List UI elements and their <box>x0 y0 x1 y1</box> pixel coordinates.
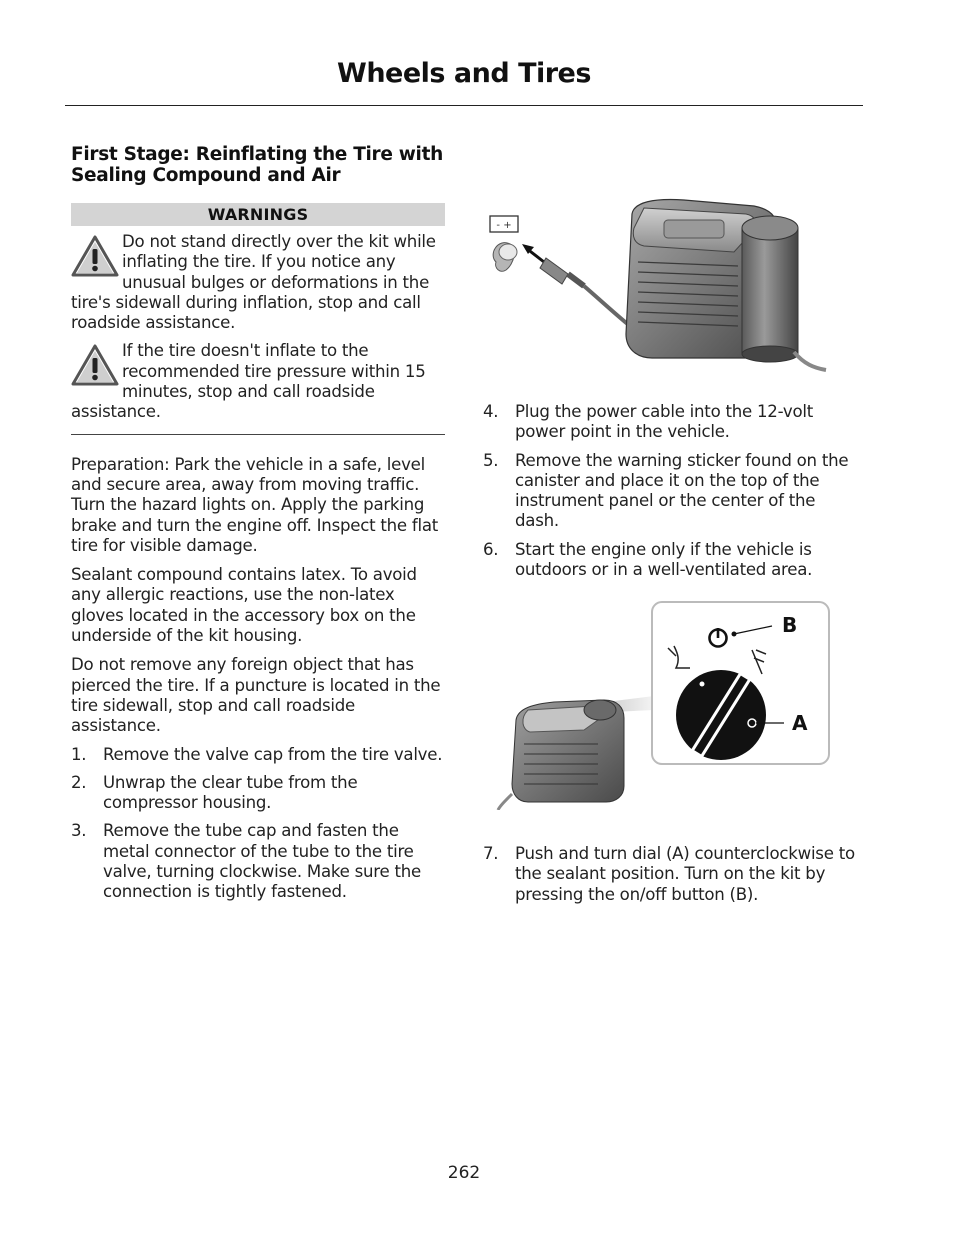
list-item <box>71 773 445 814</box>
step-text: Start the engine only if the vehicle is outdoors or in a well-ventilated area. <box>515 539 813 580</box>
step-number: 4. <box>483 402 499 421</box>
step-text: Push and turn dial (A) counterclockwise to the sealant position. Turn on the kit by pressing the on/off button (B). <box>515 844 855 904</box>
step-number: 6. <box>483 539 499 559</box>
warnings-divider <box>71 434 445 435</box>
steps-list <box>71 745 445 903</box>
step-text: Unwrap the clear tube from the compressor housing. <box>103 772 358 813</box>
steps-list <box>483 402 858 580</box>
compressor-dial-illustration <box>494 598 834 810</box>
list-item <box>71 745 445 765</box>
label-b: B <box>782 613 798 637</box>
step-text: Remove the valve cap from the tire valve. <box>103 744 443 764</box>
step-text: Remove the warning sticker found on the canister and place it on the top of the instrument panel or the center of the dash. <box>515 450 849 531</box>
step-number: 5. <box>483 450 499 470</box>
step-number: 7. <box>483 844 499 863</box>
step-text: Plug the power cable into the 12-volt power point in the vehicle. <box>515 402 813 442</box>
left-column <box>71 144 445 903</box>
section-heading: First Stage: Reinflating the Tire with Sealing Compound and Air <box>71 144 444 186</box>
steps-list <box>483 844 858 905</box>
label-a: A <box>792 711 808 735</box>
step-number: 2. <box>71 772 87 792</box>
paragraph: Do not remove any foreign object that has pierced the tire. If a puncture is located in the tire sidewall, stop and call roadside assistance. <box>71 655 441 736</box>
step-number: 3. <box>71 821 87 841</box>
warning-text: If the tire doesn't inflate to the recommended tire pressure within 15 minutes, stop and call roadside assistance. <box>71 341 426 422</box>
warning-1 <box>71 232 445 333</box>
step-number: 1. <box>71 744 87 764</box>
right-steps-b <box>483 836 858 905</box>
page-number: 262 <box>447 1163 481 1183</box>
title-divider <box>65 105 863 106</box>
list-item <box>71 821 445 902</box>
paragraph: Preparation: Park the vehicle in a safe, level and secure area, away from moving traffic. Turn the hazard lights on. Apply the parking brake and turn the engine off. Inspect the flat tire for visible damage. <box>71 454 439 555</box>
warning-triangle-icon <box>71 234 119 278</box>
socket-polarity-label: - + <box>496 220 512 231</box>
paragraph: Sealant compound contains latex. To avoid any allergic reactions, use the non-latex gloves located in the accessory box on the underside of the kit housing. <box>71 565 417 646</box>
list-item <box>483 402 858 443</box>
page-title: Wheels and Tires <box>337 58 591 89</box>
list-item <box>483 451 858 532</box>
step-text: Remove the tube cap and fasten the metal connector of the tube to the tire valve, turning clockwise. Make sure the connection is tightly fastened. <box>103 821 421 902</box>
right-steps-a <box>483 394 858 580</box>
warning-triangle-icon <box>71 343 119 387</box>
warning-2 <box>71 341 445 422</box>
compressor-plug-illustration <box>484 192 834 380</box>
list-item <box>483 844 858 905</box>
warning-text: Do not stand directly over the kit while inflating the tire. If you notice any unusual bulges or deformations in the tire's sidewall during inflation, stop and call roadside assistance. <box>71 232 436 333</box>
warnings-header: WARNINGS <box>71 203 445 226</box>
list-item <box>483 540 858 581</box>
